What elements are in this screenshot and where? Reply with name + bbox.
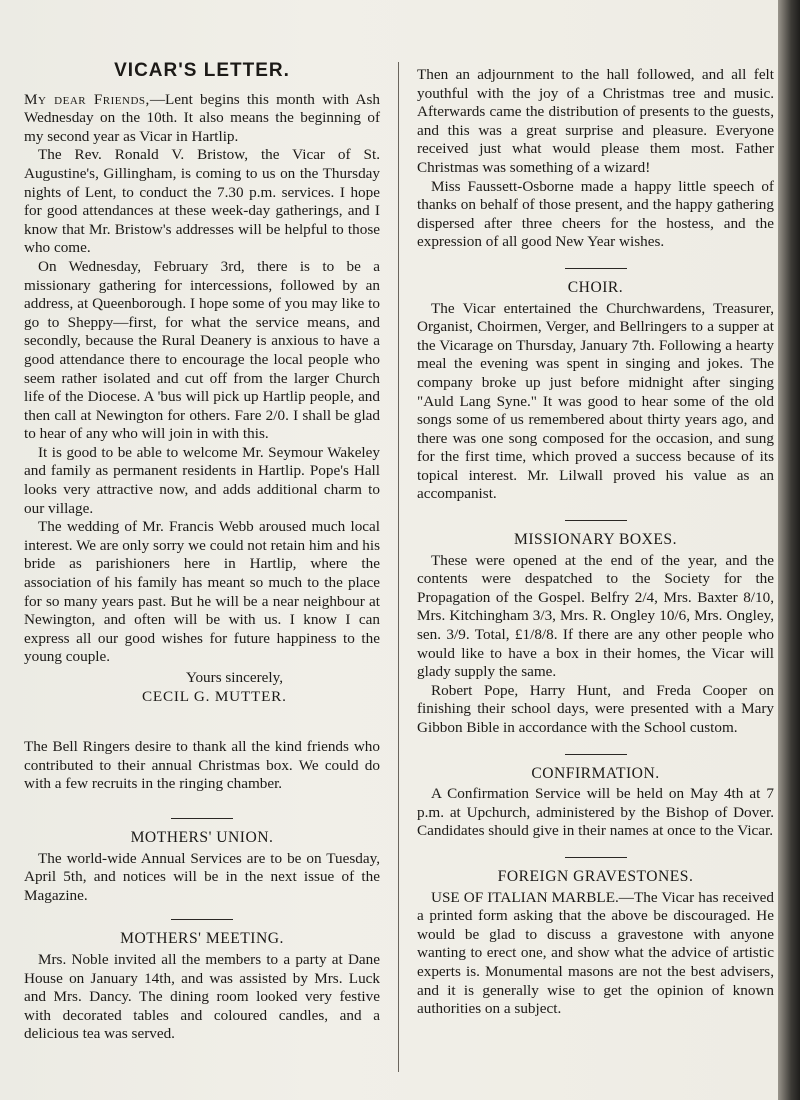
page-edge-shadow (778, 0, 800, 1100)
missionary-boxes-title: MISSIONARY BOXES. (513, 531, 678, 549)
mothers-meeting-title: MOTHERS' MEETING. (120, 930, 284, 948)
spacer (417, 841, 774, 857)
spacer (24, 706, 380, 738)
mothers-meeting-paragraph-2: Then an adjournment to the hall followed, and all felt youthful with the joy of a Christmas tree and music. Afterwards came the distribution of presents to the guests, and this was a great surprise and pleasure. Everyone received just what would please them most. Father Christmas was something of a wizard! (417, 66, 774, 176)
letter-paragraph-2: The Rev. Ronald V. Bristow, the Vicar of St. Augustine's, Gillingham, is coming to us on the Thursday nights of Lent, to conduct the 7.30 p.m. services. I hope for good attendances at these week-day gatherings, and I know that Mr. Bristow's addresses will be helpful to those who come. (24, 146, 380, 257)
missionary-boxes-paragraph-2: Robert Pope, Harry Hunt, and Freda Cooper on finishing their school days, were presented with a Mary Gibbon Bible in accordance with the School custom. (417, 681, 774, 736)
spacer (417, 738, 774, 754)
bell-ringers-notice: The Bell Ringers desire to thank all the kind friends who contributed to their annual Christmas box. We could do with a few recruits in the ringing chamber. (24, 738, 380, 793)
letter-paragraph-1-text: —Lent begins this month with Ash Wednesday on the 10th. It also means the beginning of my second year as Vicar in Hartlip. (24, 90, 380, 145)
mothers-union-text: The world-wide Annual Services are to be on Tuesday, April 5th, and notices will be in the next issue of the Magazine. (24, 849, 380, 904)
confirmation-title: CONFIRMATION. (531, 764, 660, 782)
mothers-meeting-paragraph-1: Mrs. Noble invited all the members to a party at Dane House on January 14th, and was assisted by Mrs. Luck and Mrs. Dancy. The dining room looked very festive with decorated tables and coloured candles, and a delicious tea was served. (24, 950, 380, 1043)
confirmation-text: A Confirmation Service will be held on May 4th at 7 p.m. at Upchurch, administered by the Bishop of Dover. Candidates should give in their names at once to the Vicar. (417, 785, 774, 840)
spacer (24, 905, 380, 919)
spacer (417, 521, 774, 531)
spacer (24, 819, 380, 829)
foreign-gravestones-body: —The Vicar has received a printed form asking that the above be discouraged. He would be glad to discuss a gravestone with anyone wanting to erect one, and show what the advice of artistic experts is. Monumental masons are not the best advisers, and it is generally wise to get the opinion of known authorities on a subject. (417, 888, 774, 1018)
spacer (417, 858, 774, 868)
left-column (24, 58, 380, 1044)
choir-text: The Vicar entertained the Churchwardens, Treasurer, Organist, Choirmen, Verger, and Bellringers to a supper at the Vicarage on Thursday, January 7th. Following a hearty meal the evening was spent in singing and jokes. The company broke up just before midnight after singing "Auld Lang Syne." It was good to hear some of the old songs some of us remembered about thirty years ago, and there was one song composed for the occasion, and sung for the first time, which proved a success because of its topical interest. Mr. Lilwall proved his value as an accompanist. (417, 299, 774, 503)
column-divider (398, 62, 399, 1072)
foreign-gravestones-text (417, 889, 774, 1019)
choir-title: CHOIR. (567, 278, 624, 296)
letter-paragraph-3: On Wednesday, February 3rd, there is to be a missionary gathering for intercessions, followed by an address, at Queenborough. I hope some of you may like to go to Sheppy—first, for what the service means, and secondly, because the Rural Deanery is anxious to have a good attendance there to encourage the local people who seem rather isolated and cut off from the larger Church life of the Diocese. A 'bus will pick up Hartlip people, and then call at Newington for others. Fare 2/0. I shall be glad to hear of any who will join in with this. (24, 257, 380, 443)
letter-closing: Yours sincerely, (186, 669, 284, 686)
mothers-meeting-paragraph-3: Miss Faussett-Osborne made a happy little speech of thanks on behalf of those present, and the happy gathering dispersed after three cheers for the hostess, and the expression of all good New Year wishes. (417, 177, 774, 251)
spacer (24, 794, 380, 818)
spacer (417, 504, 774, 520)
letter-signature: CECIL G. MUTTER. (142, 687, 287, 705)
spacer (24, 920, 380, 930)
spacer (417, 252, 774, 268)
spacer (417, 755, 774, 765)
missionary-boxes-paragraph-1: These were opened at the end of the year, and the contents were despatched to the Society for the Propagation of the Gospel. Belfry 2/4, Mrs. Baxter 8/10, Mrs. Kitchingham 3/3, Mrs. R. Ongley 10/6, Mrs. Ongley, sen. 3/9. Total, £1/8/8. If there are any other people who would like to have a box in their homes, the Vicar will glady supply the same. (417, 551, 774, 681)
letter-salutation: My dear Friends, (24, 90, 150, 108)
letter-paragraph-5: The wedding of Mr. Francis Webb aroused much local interest. We are only sorry we could not retain him and his bride as parishioners here in Hartlip, where the association of his family has meant so much to the place for so many years past. But he will be a near neighbour at Newington, and often will be with us. I know I can express all our good wishes for future happiness to the young couple. (24, 518, 380, 666)
right-column (417, 66, 774, 1019)
vicars-letter-title: VICAR'S LETTER. (114, 60, 290, 81)
mothers-union-title: MOTHERS' UNION. (130, 828, 274, 846)
foreign-gravestones-title: FOREIGN GRAVESTONES. (497, 867, 694, 885)
italian-marble-lead: USE OF ITALIAN MARBLE. (431, 888, 619, 906)
letter-paragraph-4: It is good to be able to welcome Mr. Seymour Wakeley and family as permanent residents in Hartlip. Pope's Hall looks very attractive now, and adds additional charm to our village. (24, 443, 380, 517)
letter-paragraph-1 (24, 91, 380, 147)
spacer (417, 269, 774, 279)
